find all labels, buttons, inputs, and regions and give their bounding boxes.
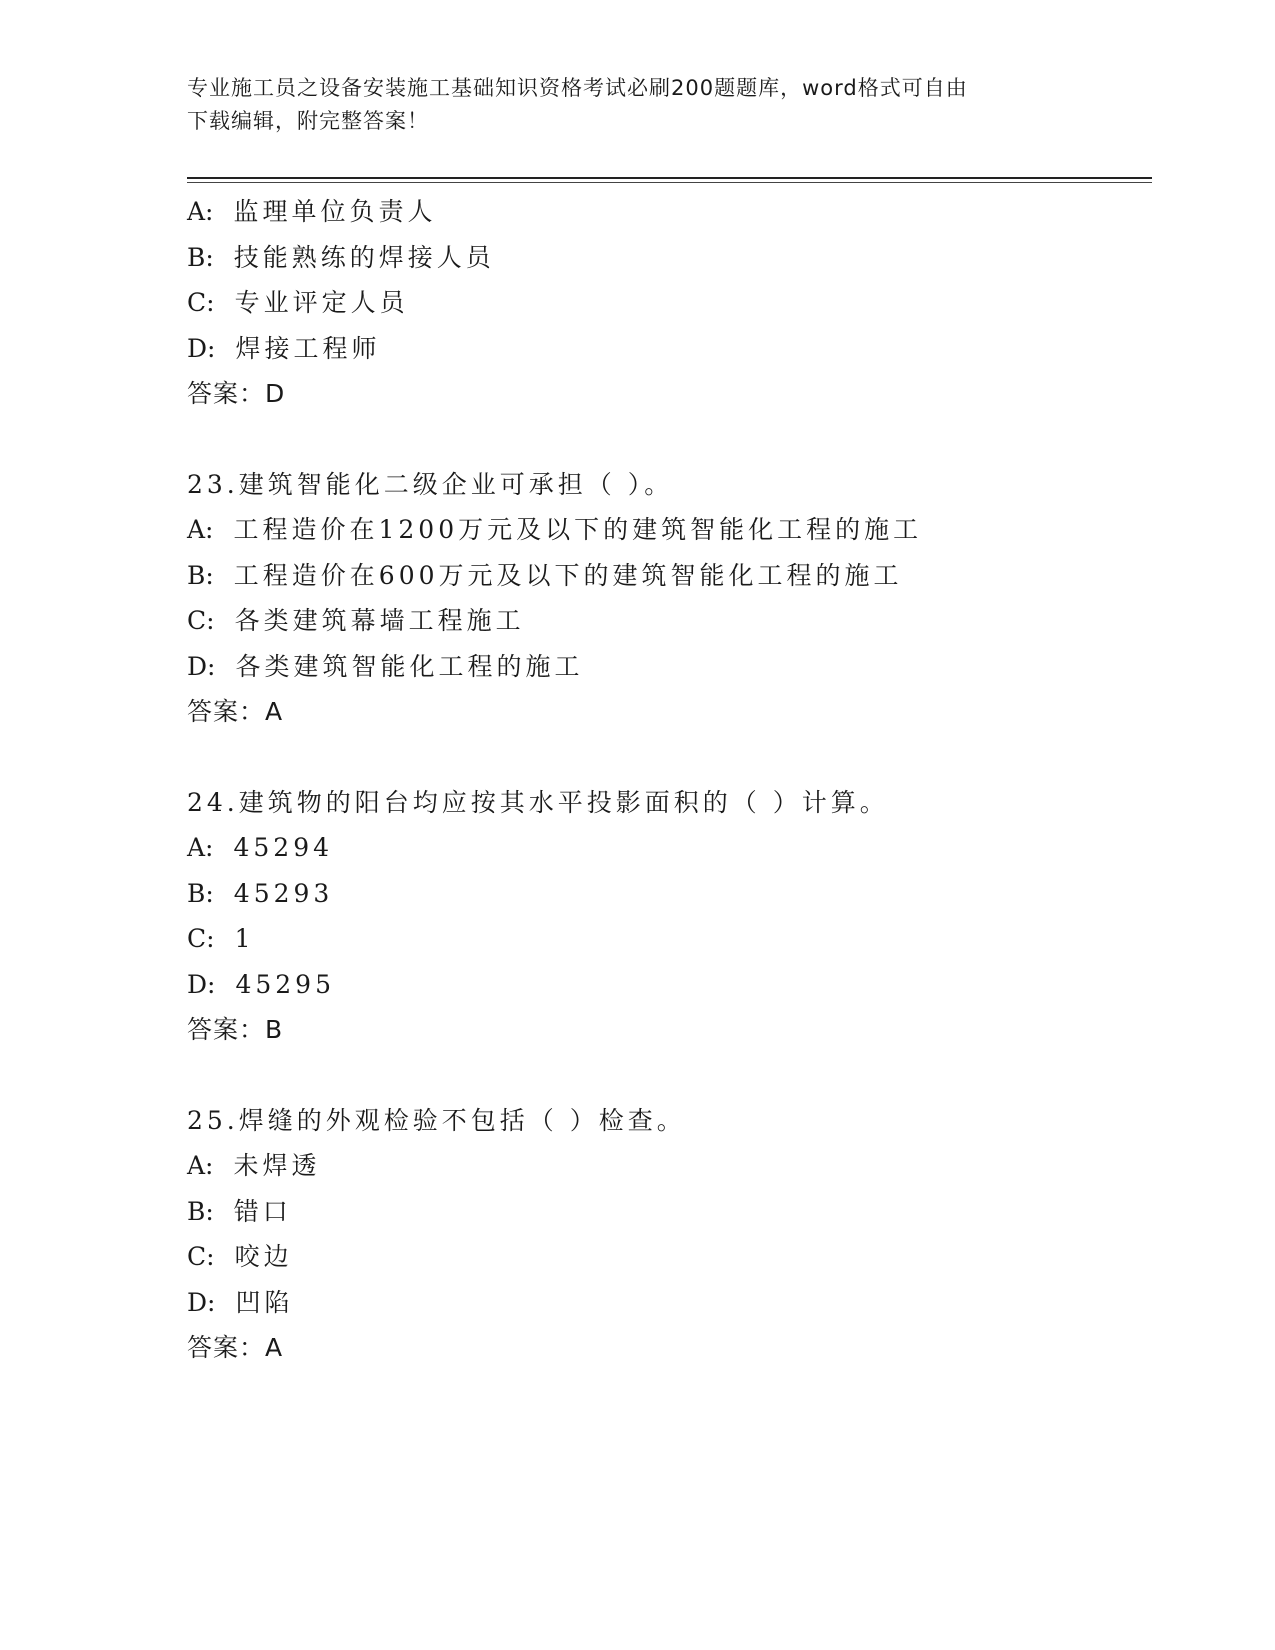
answer: 答案：A [187, 697, 284, 726]
option-c: C: 咬边 [187, 1242, 293, 1271]
option-d: D: 各类建筑智能化工程的施工 [187, 651, 584, 681]
option-b: B: 45293 [187, 878, 334, 908]
header-divider-thick [187, 177, 1152, 179]
option-d: D: 焊接工程师 [187, 333, 381, 363]
question-25 [187, 1098, 1152, 1371]
option-a: A: 监理单位负责人 [187, 197, 437, 226]
question-23 [187, 462, 1152, 735]
option-a: A: 未焊透 [187, 1151, 321, 1180]
option-c: C: 1 [187, 924, 255, 953]
option-b: B: 工程造价在600万元及以下的建筑智能化工程的施工 [187, 560, 903, 590]
answer: 答案：A [187, 1333, 284, 1362]
option-b: B: 技能熟练的焊接人员 [187, 242, 495, 272]
question-text: 25.焊缝的外观检验不包括（ ）检查。 [187, 1105, 686, 1135]
option-a: A: 45294 [187, 833, 334, 862]
option-d: D: 凹陷 [187, 1287, 294, 1317]
option-c: C: 各类建筑幕墙工程施工 [187, 606, 525, 635]
option-d: D: 45295 [187, 969, 335, 999]
question-text: 24.建筑物的阳台均应按其水平投影面积的（ ）计算。 [187, 787, 889, 817]
option-b: B: 错口 [187, 1196, 292, 1226]
answer: 答案：D [187, 379, 286, 408]
question-text: 23.建筑智能化二级企业可承担（ ）。 [187, 469, 674, 499]
option-a: A: 工程造价在1200万元及以下的建筑智能化工程的施工 [187, 515, 923, 544]
question-list [187, 189, 1152, 1371]
question-22 [187, 189, 1152, 417]
header-line-2: 下载编辑，附完整答案！ [187, 109, 429, 133]
document-header [187, 72, 1087, 138]
header-line-1: 专业施工员之设备安装施工基础知识资格考试必刷200题题库，word格式可自由 [187, 76, 968, 100]
option-c: C: 专业评定人员 [187, 288, 409, 317]
header-divider-thin [187, 182, 1152, 183]
question-24 [187, 780, 1152, 1053]
answer: 答案：B [187, 1015, 284, 1044]
